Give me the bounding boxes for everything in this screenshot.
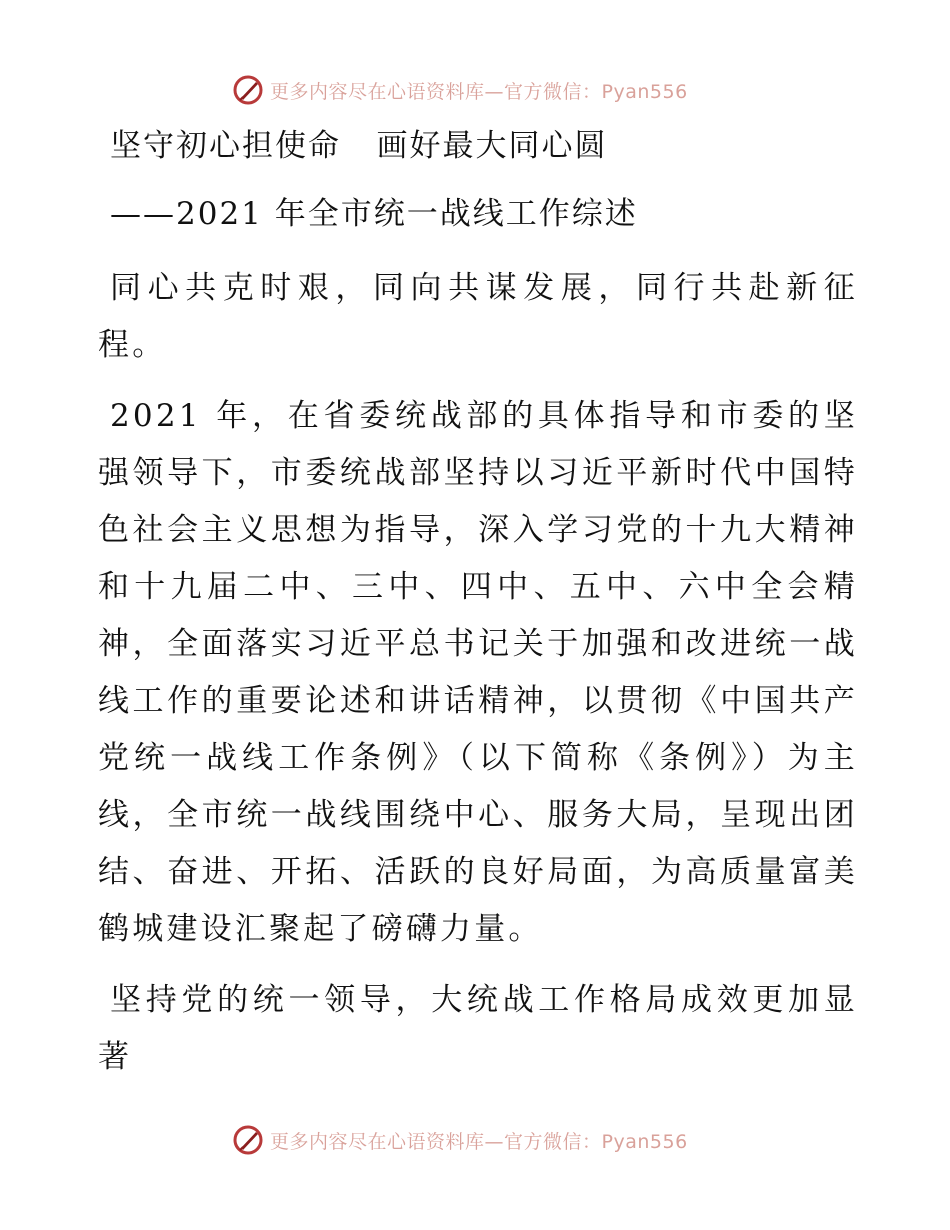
document-subtitle: ——2021 年全市统一战线工作综述	[110, 196, 638, 232]
footer-watermark-text: 更多内容尽在心语资料库—官方微信：Pyan556	[270, 1130, 688, 1153]
header-watermark-text: 更多内容尽在心语资料库—官方微信：Pyan556	[270, 80, 688, 103]
header-watermark-banner	[232, 72, 688, 108]
quill-logo-icon	[232, 74, 264, 106]
document-title: 坚守初心担使命 画好最大同心圆	[110, 128, 608, 164]
footer-watermark-banner	[232, 1122, 688, 1158]
lead-paragraph: 同心共克时艰，同向共谋发展，同行共赴新征程。	[98, 270, 858, 363]
body-paragraph: 2021 年，在省委统战部的具体指导和市委的坚强领导下，市委统战部坚持以习近平新时代中国特色社会主义思想为指导，深入学习党的十九大精神和十九届二中、三中、四中、五中、六中全会精神，全面落实习近平总书记关于加强和改进统一战线工作的重要论述和讲话精神，以贯彻《中国共产党统一战线工作条例》（以下简称《条例》）为主线，全市统一战线围绕中心、服务大局，呈现出团结、奋进、开拓、活跃的良好局面，为高质量富美鹤城建设汇聚起了磅礴力量。	[98, 398, 858, 947]
document-body	[98, 120, 858, 1086]
section-heading: 坚持党的统一领导，大统战工作格局成效更加显著	[98, 982, 858, 1075]
quill-logo-icon	[232, 1124, 264, 1156]
